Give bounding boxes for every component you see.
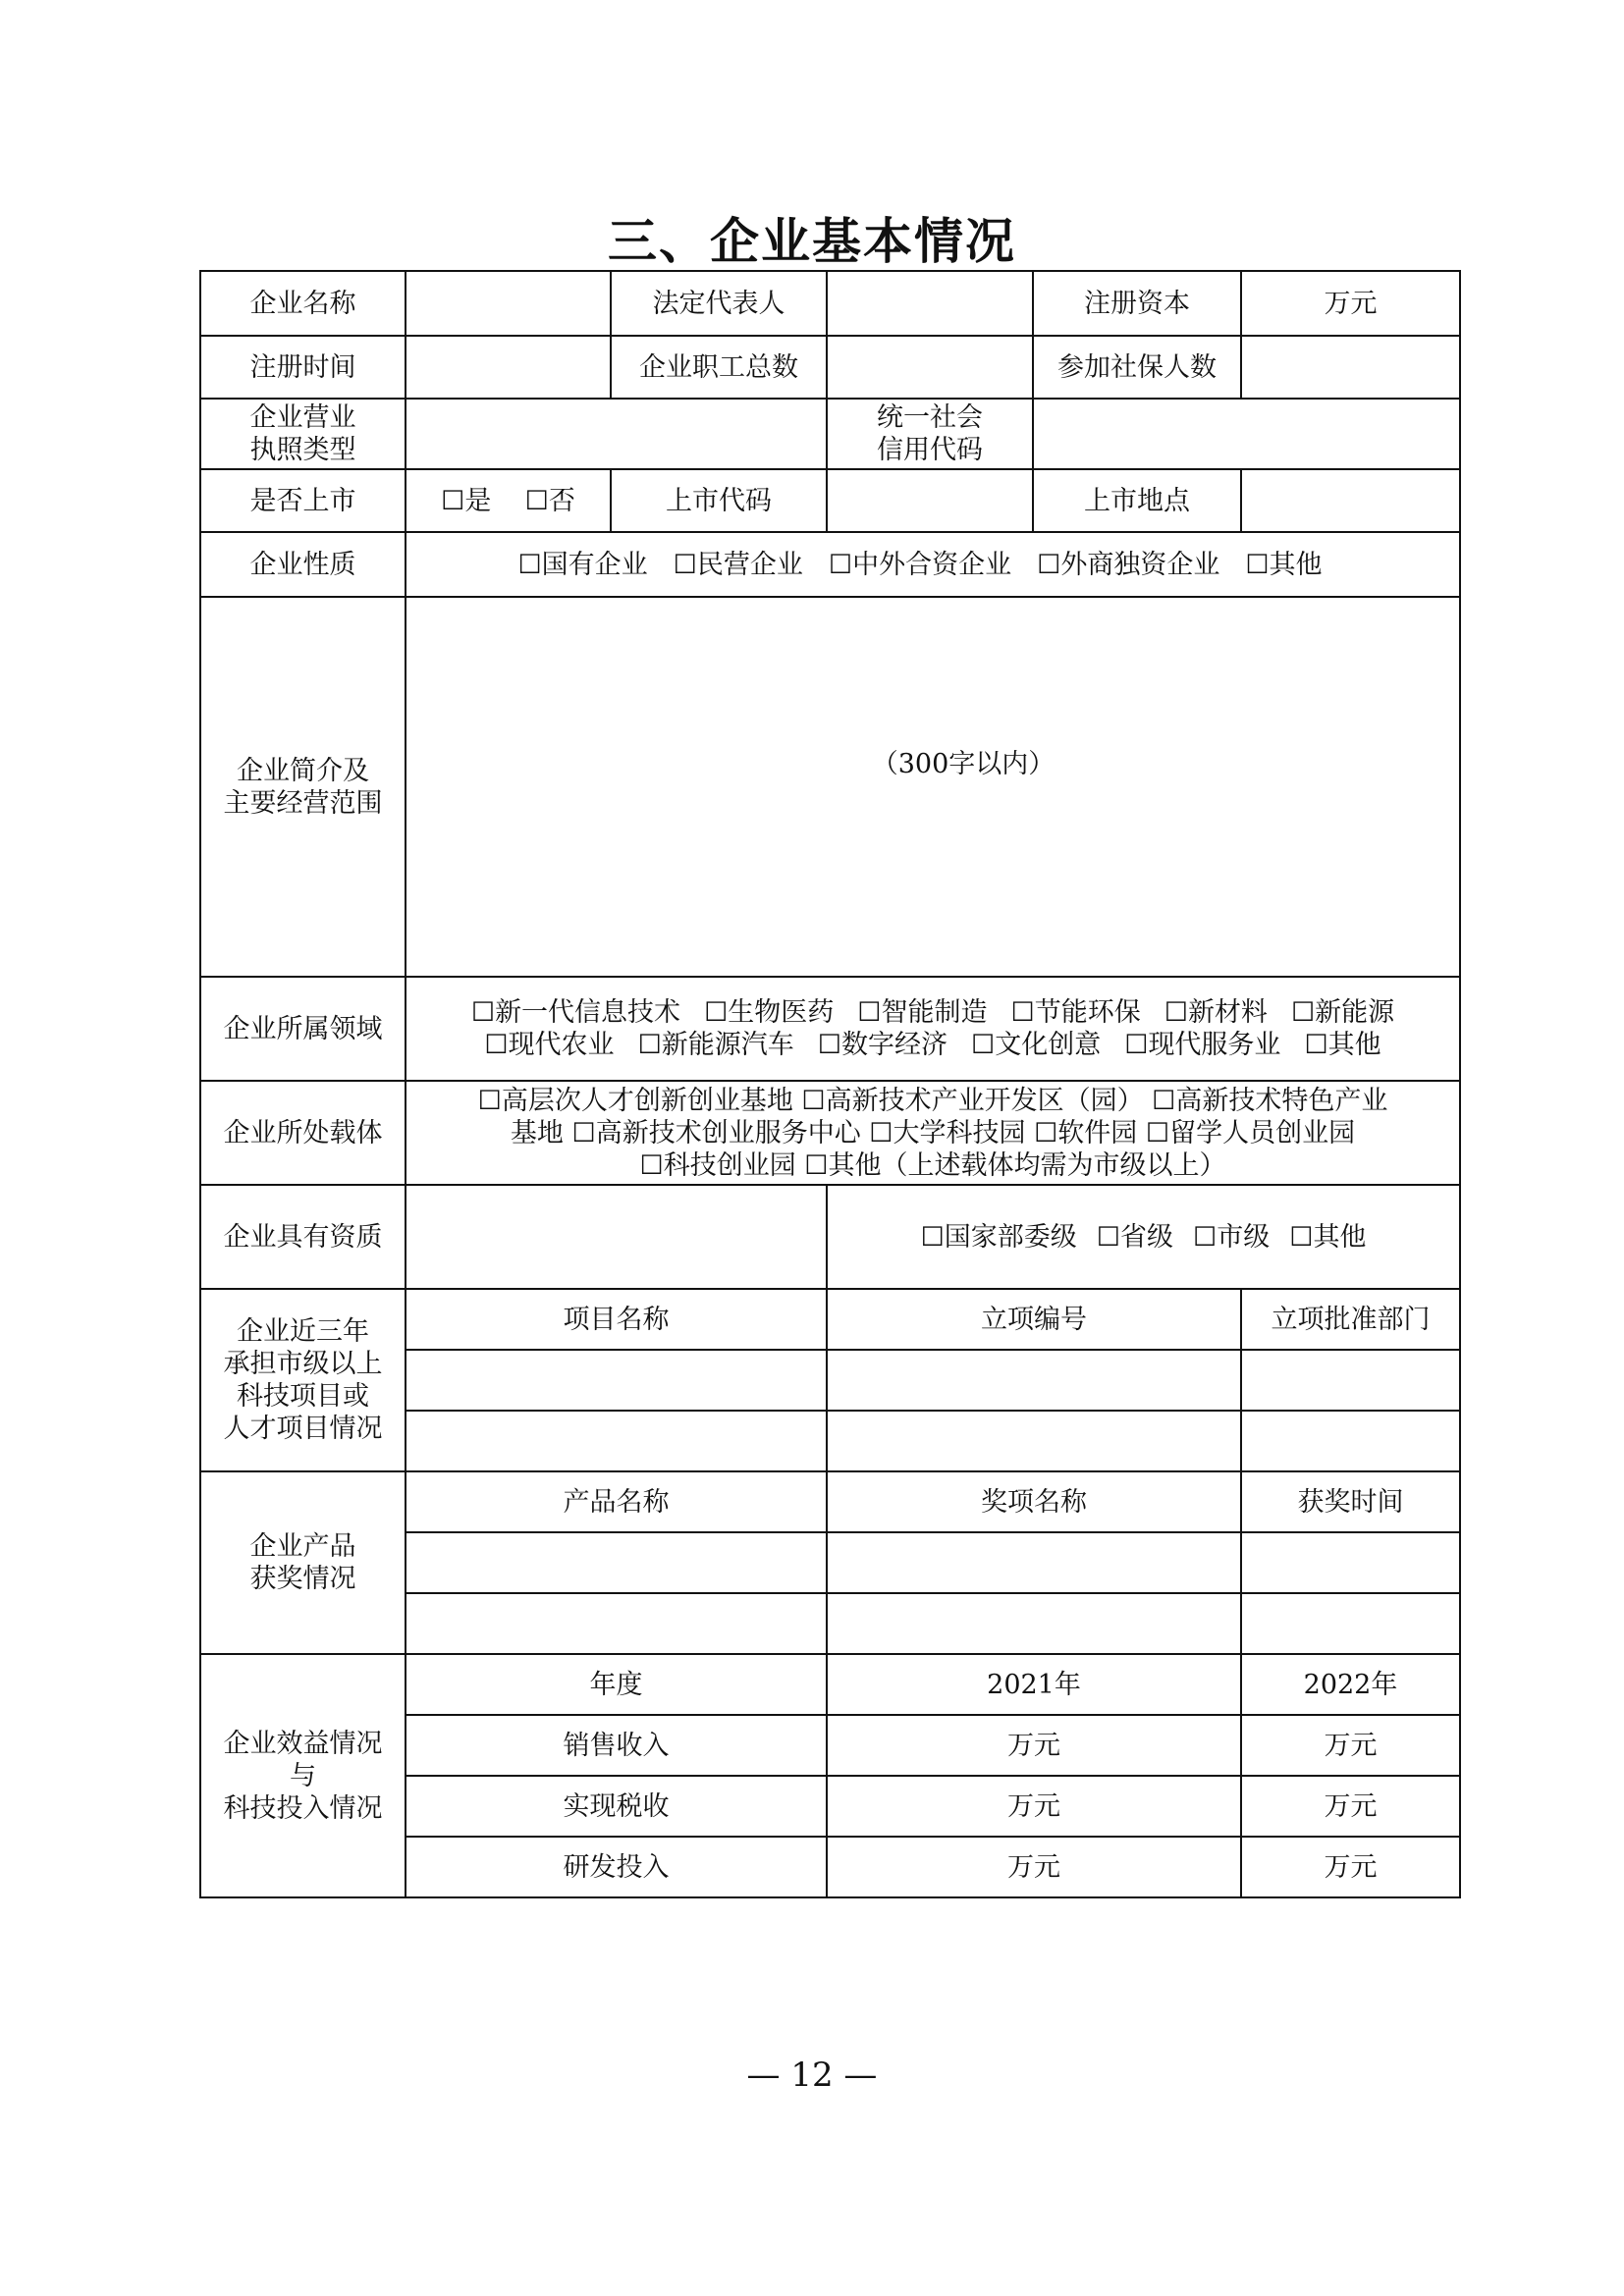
benefits-cell-2021[interactable]: 万元 <box>827 1837 1241 1897</box>
benefits-cell-2021[interactable]: 万元 <box>827 1776 1241 1837</box>
awards-cell[interactable] <box>827 1532 1241 1593</box>
field-option-new-energy[interactable]: ☐新能源 <box>1290 997 1395 1028</box>
nature-option-joint-venture[interactable]: ☐中外合资企业 <box>828 549 1012 580</box>
nature-options <box>406 532 1460 597</box>
projects-cell[interactable] <box>1241 1411 1460 1471</box>
license-type-label: 企业营业 执照类型 <box>200 399 406 469</box>
benefits-cell-2022[interactable]: 万元 <box>1241 1837 1460 1897</box>
listed-no-checkbox[interactable]: ☐否 <box>524 485 575 516</box>
page-title: 三、企业基本情况 <box>608 213 1016 270</box>
row-listing <box>200 469 1460 532</box>
field-option-digital[interactable]: ☐数字经济 <box>817 1030 947 1060</box>
carrier-line-2: 基地 ☐高新技术创业服务中心 ☐大学科技园 ☐软件园 ☐留学人员创业园 <box>510 1117 1356 1148</box>
company-name-label: 企业名称 <box>200 271 406 336</box>
listing-place-field[interactable] <box>1241 469 1460 532</box>
field-option-biomed[interactable]: ☐生物医药 <box>704 997 835 1028</box>
registered-capital-label: 注册资本 <box>1033 271 1241 336</box>
field-option-nev[interactable]: ☐新能源汽车 <box>637 1030 794 1060</box>
benefits-row-label: 研发投入 <box>406 1837 827 1897</box>
field-option-other[interactable]: ☐其他 <box>1304 1030 1381 1060</box>
benefits-cell-2021[interactable]: 万元 <box>827 1715 1241 1776</box>
insured-count-field[interactable] <box>1241 336 1460 399</box>
insured-count-label: 参加社保人数 <box>1033 336 1241 399</box>
carrier-line-1: ☐高层次人才创新创业基地 ☐高新技术产业开发区（园） ☐高新技术特色产业 <box>477 1085 1388 1116</box>
awards-label: 企业产品 获奖情况 <box>200 1471 406 1654</box>
nature-option-private[interactable]: ☐民营企业 <box>673 549 803 580</box>
nature-option-foreign[interactable]: ☐外商独资企业 <box>1037 549 1220 580</box>
projects-label: 企业近三年 承担市级以上 科技项目或 人才项目情况 <box>200 1289 406 1471</box>
intro-label: 企业简介及 主要经营范围 <box>200 597 406 977</box>
awards-cell[interactable] <box>406 1593 827 1654</box>
intro-field[interactable] <box>406 597 1460 977</box>
field-label: 企业所属领域 <box>200 977 406 1081</box>
awards-cell[interactable] <box>406 1532 827 1593</box>
benefits-cell-2022[interactable]: 万元 <box>1241 1715 1460 1776</box>
benefits-cell-2022[interactable]: 万元 <box>1241 1776 1460 1837</box>
awards-header-award: 奖项名称 <box>827 1471 1241 1532</box>
field-option-energy-saving[interactable]: ☐节能环保 <box>1010 997 1141 1028</box>
awards-header-row <box>200 1471 1460 1532</box>
benefits-header-year: 年度 <box>406 1654 827 1715</box>
legal-rep-label: 法定代表人 <box>611 271 827 336</box>
row-intro <box>200 597 1460 977</box>
awards-header-time: 获奖时间 <box>1241 1471 1460 1532</box>
company-name-field[interactable] <box>406 271 611 336</box>
total-staff-label: 企业职工总数 <box>611 336 827 399</box>
registered-capital-field[interactable]: 万元 <box>1241 271 1460 336</box>
awards-cell[interactable] <box>1241 1593 1460 1654</box>
listed-yes-checkbox[interactable]: ☐是 <box>441 485 492 516</box>
intro-note: （300字以内） <box>871 748 1056 779</box>
listing-code-field[interactable] <box>827 469 1033 532</box>
row-nature <box>200 532 1460 597</box>
listing-code-label: 上市代码 <box>611 469 827 532</box>
carrier-line-3: ☐科技创业园 ☐其他（上述载体均需为市级以上） <box>639 1149 1226 1181</box>
qualification-option-province[interactable]: ☐省级 <box>1096 1221 1173 1253</box>
awards-cell[interactable] <box>827 1593 1241 1654</box>
field-option-smart-mfg[interactable]: ☐智能制造 <box>857 997 988 1028</box>
field-option-services[interactable]: ☐现代服务业 <box>1124 1030 1281 1060</box>
listed-label: 是否上市 <box>200 469 406 532</box>
field-option-culture[interactable]: ☐文化创意 <box>971 1030 1102 1060</box>
enterprise-info-table <box>199 270 1461 1898</box>
projects-header-name: 项目名称 <box>406 1289 827 1350</box>
qualification-option-city[interactable]: ☐市级 <box>1193 1221 1271 1253</box>
benefits-header-2021: 2021年 <box>827 1654 1241 1715</box>
projects-cell[interactable] <box>827 1411 1241 1471</box>
field-option-agriculture[interactable]: ☐现代农业 <box>484 1030 615 1060</box>
listing-place-label: 上市地点 <box>1033 469 1241 532</box>
registration-time-field[interactable] <box>406 336 611 399</box>
page-number: — 12 — <box>746 2056 878 2095</box>
credit-code-label: 统一社会 信用代码 <box>827 399 1033 469</box>
qualification-options <box>827 1185 1460 1289</box>
qualification-field[interactable] <box>406 1185 827 1289</box>
benefits-row-label: 销售收入 <box>406 1715 827 1776</box>
projects-cell[interactable] <box>406 1411 827 1471</box>
credit-code-field[interactable] <box>1033 399 1460 469</box>
projects-cell[interactable] <box>406 1350 827 1411</box>
projects-cell[interactable] <box>1241 1350 1460 1411</box>
row-basic-1 <box>200 271 1460 336</box>
projects-cell[interactable] <box>827 1350 1241 1411</box>
listed-options <box>406 469 611 532</box>
qualification-label: 企业具有资质 <box>200 1185 406 1289</box>
legal-rep-field[interactable] <box>827 271 1033 336</box>
row-basic-3 <box>200 399 1460 469</box>
benefits-label: 企业效益情况 与 科技投入情况 <box>200 1654 406 1897</box>
nature-option-other[interactable]: ☐其他 <box>1245 549 1323 580</box>
awards-cell[interactable] <box>1241 1532 1460 1593</box>
registration-time-label: 注册时间 <box>200 336 406 399</box>
row-field <box>200 977 1460 1081</box>
carrier-options[interactable] <box>406 1081 1460 1185</box>
awards-header-product: 产品名称 <box>406 1471 827 1532</box>
projects-header-dept: 立项批准部门 <box>1241 1289 1460 1350</box>
qualification-option-national[interactable]: ☐国家部委级 <box>920 1221 1077 1253</box>
nature-label: 企业性质 <box>200 532 406 597</box>
field-option-new-material[interactable]: ☐新材料 <box>1164 997 1268 1028</box>
field-option-it[interactable]: ☐新一代信息技术 <box>470 997 681 1028</box>
row-basic-2 <box>200 336 1460 399</box>
license-type-field[interactable] <box>406 399 827 469</box>
qualification-option-other[interactable]: ☐其他 <box>1289 1221 1367 1253</box>
carrier-label: 企业所处载体 <box>200 1081 406 1185</box>
projects-header-number: 立项编号 <box>827 1289 1241 1350</box>
total-staff-field[interactable] <box>827 336 1033 399</box>
benefits-header-row <box>200 1654 1460 1715</box>
row-qualification <box>200 1185 1460 1289</box>
benefits-header-2022: 2022年 <box>1241 1654 1460 1715</box>
nature-option-state[interactable]: ☐国有企业 <box>517 549 648 580</box>
projects-header-row <box>200 1289 1460 1350</box>
row-carrier <box>200 1081 1460 1185</box>
benefits-row-label: 实现税收 <box>406 1776 827 1837</box>
field-options <box>406 977 1460 1081</box>
